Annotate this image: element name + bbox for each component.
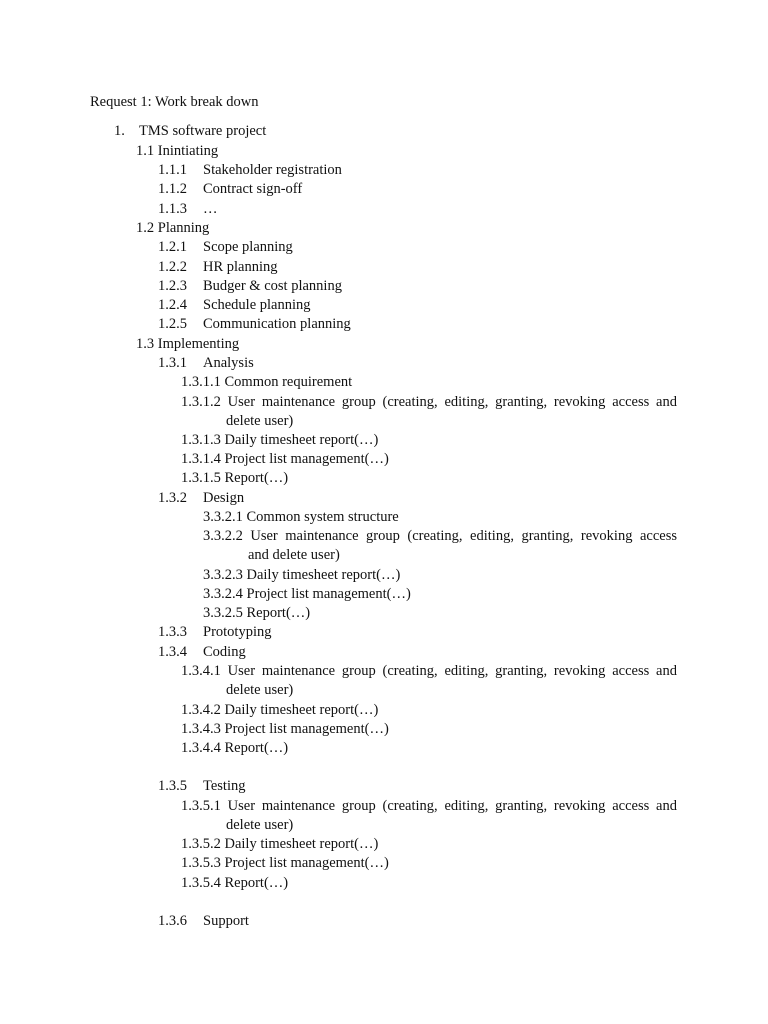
list-item: 1.3.5.3 Project list management(…) bbox=[181, 855, 389, 871]
section-initiating-heading: 1.1 Inintiating bbox=[136, 143, 219, 159]
item-number: 1.2.1 bbox=[158, 239, 187, 255]
wbs-number: 1. bbox=[114, 123, 125, 139]
list-item: 1.3.5.1 User maintenance group (creating, editing, granting, revoking access and bbox=[181, 798, 677, 814]
list-item: 1.3.1.4 Project list management(…) bbox=[181, 451, 389, 467]
item-number: 1.3.5 bbox=[158, 778, 187, 794]
item-number: 1.3.2 bbox=[158, 490, 187, 506]
list-item: 3.3.2.3 Daily timesheet report(…) bbox=[203, 567, 401, 583]
wbs-level1 bbox=[114, 123, 266, 140]
section-implementing-heading: 1.3 Implementing bbox=[136, 336, 240, 352]
list-item bbox=[158, 239, 293, 256]
item-label: Stakeholder registration bbox=[203, 162, 342, 178]
item-number: 1.2.4 bbox=[158, 297, 187, 313]
subsection-prototyping bbox=[158, 624, 271, 641]
list-item: 1.3.4.2 Daily timesheet report(…) bbox=[181, 702, 379, 718]
list-item: 1.3.1.1 Common requirement bbox=[181, 374, 353, 390]
list-item: 1.3.5.4 Report(…) bbox=[181, 875, 289, 891]
item-number: 1.1.2 bbox=[158, 181, 187, 197]
item-number: 1.2.2 bbox=[158, 259, 187, 275]
list-item bbox=[158, 201, 218, 218]
subsection-coding bbox=[158, 644, 246, 661]
list-item: 3.3.2.5 Report(…) bbox=[203, 605, 311, 621]
list-item-continuation: delete user) bbox=[226, 817, 294, 833]
item-number: 1.1.1 bbox=[158, 162, 187, 178]
list-item bbox=[158, 259, 278, 276]
list-item-continuation: delete user) bbox=[226, 682, 294, 698]
list-item bbox=[158, 278, 342, 295]
list-item: 1.3.5.2 Daily timesheet report(…) bbox=[181, 836, 379, 852]
list-item: 1.3.4.3 Project list management(…) bbox=[181, 721, 389, 737]
item-label: Design bbox=[203, 490, 245, 506]
section-planning-heading: 1.2 Planning bbox=[136, 220, 210, 236]
wbs-label: TMS software project bbox=[139, 123, 267, 139]
item-label: Analysis bbox=[203, 355, 254, 371]
item-label: Coding bbox=[203, 644, 246, 660]
item-number: 1.3.3 bbox=[158, 624, 187, 640]
item-label: Support bbox=[203, 913, 249, 929]
item-label: Prototyping bbox=[203, 624, 272, 640]
item-label: Testing bbox=[203, 778, 246, 794]
subsection-support bbox=[158, 913, 249, 930]
subsection-testing bbox=[158, 778, 245, 795]
item-number: 1.3.4 bbox=[158, 644, 187, 660]
list-item bbox=[158, 162, 342, 179]
list-item: 3.3.2.1 Common system structure bbox=[203, 509, 399, 525]
list-item: 1.3.1.3 Daily timesheet report(…) bbox=[181, 432, 379, 448]
item-number: 1.2.3 bbox=[158, 278, 187, 294]
subsection-design bbox=[158, 490, 244, 507]
item-label: Scope planning bbox=[203, 239, 293, 255]
item-label: Schedule planning bbox=[203, 297, 311, 313]
item-label: HR planning bbox=[203, 259, 278, 275]
subsection-analysis bbox=[158, 355, 254, 372]
list-item: 1.3.4.1 User maintenance group (creating, editing, granting, revoking access and bbox=[181, 663, 677, 679]
list-item bbox=[158, 181, 302, 198]
list-item-continuation: delete user) bbox=[226, 413, 294, 429]
list-item: 1.3.4.4 Report(…) bbox=[181, 740, 289, 756]
list-item: 3.3.2.4 Project list management(…) bbox=[203, 586, 411, 602]
item-label: Contract sign-off bbox=[203, 181, 303, 197]
list-item bbox=[158, 297, 311, 314]
item-label: Communication planning bbox=[203, 316, 351, 332]
list-item: 1.3.1.5 Report(…) bbox=[181, 470, 289, 486]
item-label: Budger & cost planning bbox=[203, 278, 342, 294]
item-number: 1.1.3 bbox=[158, 201, 187, 217]
item-number: 1.3.6 bbox=[158, 913, 187, 929]
doc-title: Request 1: Work break down bbox=[90, 94, 259, 110]
item-number: 1.2.5 bbox=[158, 316, 187, 332]
list-item bbox=[158, 316, 351, 333]
list-item: 1.3.1.2 User maintenance group (creating, editing, granting, revoking access and bbox=[181, 394, 677, 410]
list-item: 3.3.2.2 User maintenance group (creating, editing, granting, revoking access bbox=[203, 528, 677, 544]
item-number: 1.3.1 bbox=[158, 355, 187, 371]
list-item-continuation: and delete user) bbox=[248, 547, 340, 563]
item-label: … bbox=[203, 201, 218, 217]
